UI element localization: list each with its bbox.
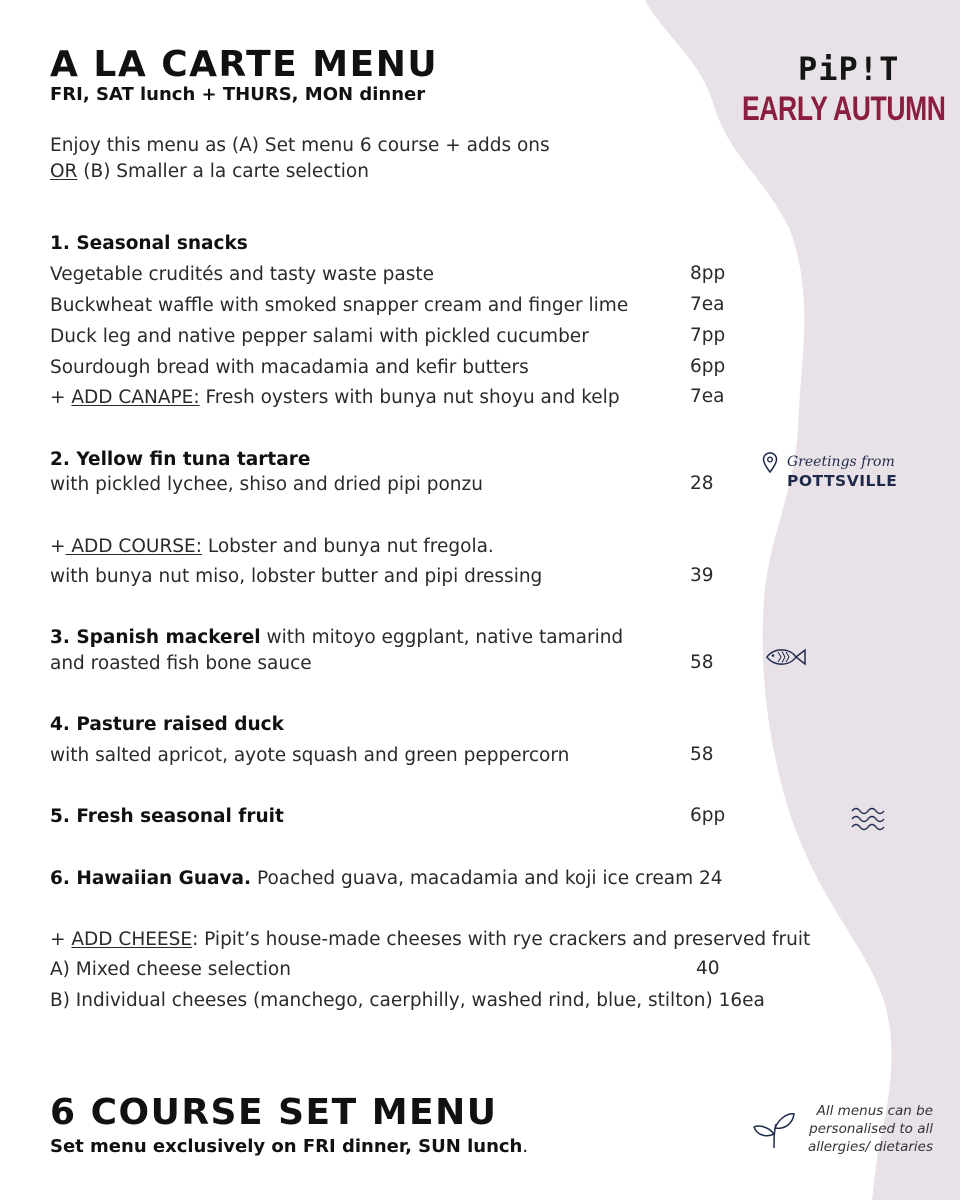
set-menu-subtitle-pre: Set menu exclusively on [50,1136,303,1157]
canape-price: 7ea [690,386,725,407]
menu-item-price: 6pp [690,356,726,377]
menu-item-name: Vegetable crudités and tasty waste paste [50,264,434,285]
mackerel-line-1 [50,626,623,650]
menu-item-price: 7ea [690,294,725,315]
lobster-price: 39 [690,565,714,586]
cheese-price-a: 40 [696,958,720,979]
section-heading-fruit: 5. Fresh seasonal fruit [50,806,284,827]
page-subtitle: FRI, SAT lunch + THURS, MON dinner [50,84,426,105]
menu-item-name: Duck leg and native pepper salami with pickled cucumber [50,326,589,347]
lobster-desc: with bunya nut miso, lobster butter and pipi dressing [50,566,543,587]
tuna-desc: with pickled lychee, shiso and dried pipi ponzu [50,474,483,495]
addon-text: Fresh oysters with bunya nut shoyu and kelp [199,387,620,408]
cheese-text: : Pipit’s house-made cheeses with rye crackers and preserved fruit [192,929,811,950]
fruit-price: 6pp [690,805,726,826]
set-menu-subtitle-bold: FRI dinner, SUN lunch [302,1136,523,1157]
menu-item-price: 8pp [690,263,726,284]
allergy-note: All menus can be personalised to all allergies/ dietaries [808,1103,933,1156]
fish-icon [764,645,808,669]
set-menu-subtitle-post: . [522,1136,529,1157]
cheese-addon [50,928,810,952]
set-menu-subtitle [50,1136,528,1157]
guava-desc: Poached guava, macadamia and koji ice cream 24 [251,868,723,889]
duck-price: 58 [690,744,714,765]
canape-addon [50,386,620,410]
lobster-text: Lobster and bunya nut fregola. [201,536,494,557]
intro-line-1: Enjoy this menu as (A) Set menu 6 course + adds ons [50,135,550,156]
tuna-price: 28 [690,473,714,494]
greetings-town: POTTSVILLE [787,472,898,490]
menu-item-name: Sourdough bread with macadamia and kefir butters [50,357,529,378]
menu-item-name: Buckwheat waffle with smoked snapper cream and finger lime [50,295,629,316]
waves-icon [850,804,888,834]
lobster-prefix: + [50,536,66,557]
section-heading-duck: 4. Pasture raised duck [50,714,284,735]
greetings-script: Greetings from [787,454,895,470]
mackerel-price: 58 [690,652,714,673]
section-heading-mackerel: 3. Spanish mackerel [50,627,261,648]
cheese-item-b: B) Individual cheeses (manchego, caerphilly, washed rind, blue, stilton) 16ea [50,990,765,1011]
pipit-logo: PiP!T [798,50,900,88]
addon-label: ADD CANAPE: [71,387,200,408]
lobster-label: ADD COURSE: [65,536,202,557]
intro-line-2 [50,160,369,184]
cheese-prefix: + [50,929,72,950]
set-menu-title: 6 COURSE SET MENU [50,1092,498,1133]
section-heading-tuna: 2. Yellow fin tuna tartare [50,449,311,470]
season-label: EARLY AUTUMN [742,90,946,128]
cheese-item-a: A) Mixed cheese selection [50,959,291,980]
lobster-addon [50,535,494,559]
menu-item-price: 7pp [690,325,726,346]
section-heading-snacks: 1. Seasonal snacks [50,233,248,254]
mackerel-desc-1: with mitoyo eggplant, native tamarind [260,627,624,648]
guava-line [50,867,723,891]
intro-line-2-rest: (B) Smaller a la carte selection [77,161,369,182]
location-pin-icon [762,452,778,474]
duck-desc: with salted apricot, ayote squash and green peppercorn [50,745,570,766]
intro-or: OR [50,161,78,182]
addon-prefix: + [50,387,72,408]
cheese-label: ADD CHEESE [71,929,193,950]
mackerel-desc-2: and roasted fish bone sauce [50,653,312,674]
page-title: A LA CARTE MENU [50,44,439,85]
section-heading-guava: 6. Hawaiian Guava. [50,868,252,889]
